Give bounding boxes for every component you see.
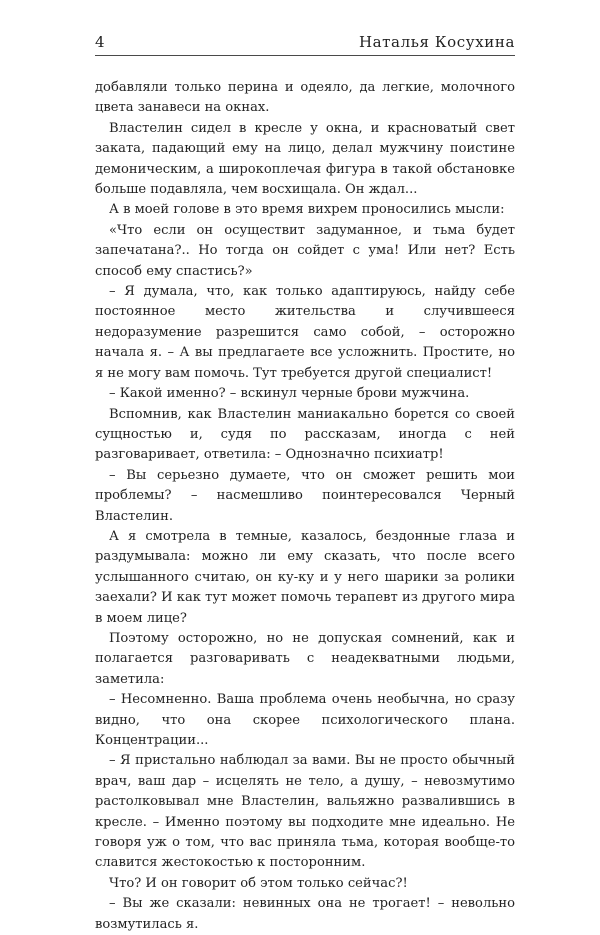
paragraph: – Я думала, что, как только адаптируюсь, найду себе постоянное место жительства и случившееся недоразумение разрешится само собой, – осторожно начала я. – А вы предлагаете все усложнить. Простите, но я не могу вам помочь. Тут требуется другой специалист!: [95, 284, 515, 381]
paragraph: Что? И он говорит об этом только сейчас?!: [109, 875, 408, 891]
paragraph: А в моей голове в это время вихрем проносились мысли:: [109, 202, 505, 218]
body-text: [95, 78, 515, 935]
paragraph: – Какой именно? – вскинул черные брови мужчина.: [109, 386, 470, 402]
paragraph: добавляли только перина и одеяло, да легкие, молочного цвета занавеси на окнах.: [95, 80, 515, 116]
paragraph: Властелин сидел в кресле у окна, и красноватый свет заката, падающий ему на лицо, делал мужчину поистине демоническим, а широкоплечая фигура в такой обстановке больше подавляла, чем восхищала. Он ждал...: [95, 120, 515, 198]
paragraph: «Что если он осуществит задуманное, и тьма будет запечатана?.. Но тогда он сойдет с ума! Или нет? Есть способ ему спастись?»: [95, 222, 515, 279]
page-header: [95, 33, 515, 56]
paragraph: Вспомнив, как Властелин маниакально борется со своей сущностью и, судя по рассказам, иногда с ней разговаривает, ответила: – Однозначно психиатр!: [95, 406, 515, 463]
paragraph: – Вы серьезно думаете, что он сможет решить мои проблемы? – насмешливо поинтересовался Черный Властелин.: [95, 467, 515, 524]
paragraph: – Вы же сказали: невинных она не трогает! – невольно возмутилась я.: [95, 896, 515, 932]
paragraph: А я смотрела в темные, казалось, бездонные глаза и раздумывала: можно ли ему сказать, что после всего услышанного считаю, он ку-ку и у него шарики за ролики заехали? И как тут может помочь терапевт из другого мира в моем лице?: [95, 528, 515, 626]
running-head-author: Наталья Косухина: [358, 33, 515, 51]
paragraph: – Я пристально наблюдал за вами. Вы не просто обычный врач, ваш дар – исцелять не тело, а душу, – невозмутимо растолковывал мне Властелин, вальяжно развалившись в кресле. – Именно поэтому вы подходите мне идеально. Не говоря уж о том, что вас приняла тьма, которая вообще-то славится жестокостью к посторонним.: [95, 753, 515, 871]
page-number: 4: [95, 33, 105, 51]
paragraph: – Несомненно. Ваша проблема очень необычна, но сразу видно, что она скорее психологического плана. Концентрации...: [95, 692, 515, 748]
paragraph: Поэтому осторожно, но не допуская сомнений, как и полагается разговаривать с неадекватными людьми, заметила:: [95, 630, 515, 687]
